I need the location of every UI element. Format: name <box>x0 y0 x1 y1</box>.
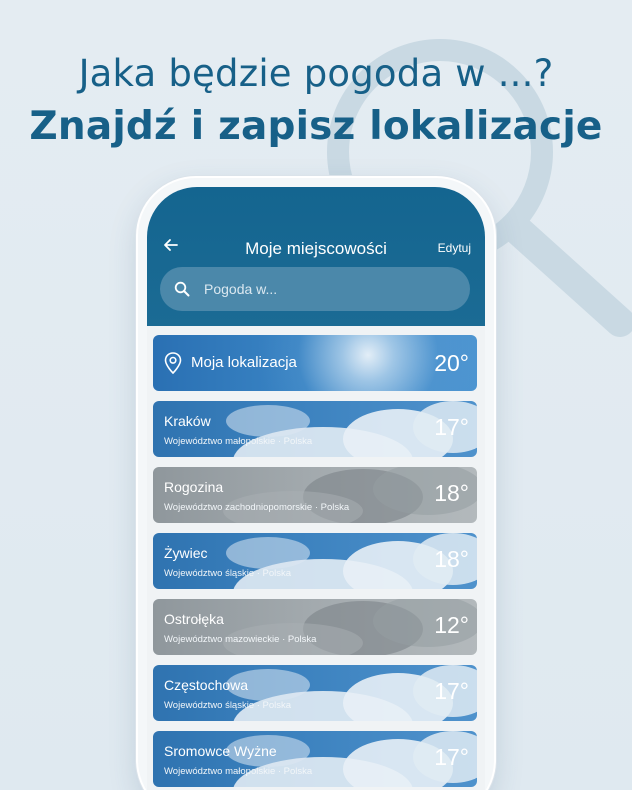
location-name: Częstochowa <box>164 677 249 693</box>
cloud-background-icon <box>153 401 477 457</box>
search-input[interactable] <box>204 281 444 297</box>
location-temp: 18° <box>434 480 469 506</box>
location-name: Kraków <box>164 413 211 429</box>
location-card[interactable] <box>153 467 477 523</box>
location-name: Żywiec <box>164 545 208 561</box>
location-region: Województwo mazowieckie · Polska <box>164 634 317 645</box>
location-region: Województwo małopolskie · Polska <box>164 436 313 447</box>
headline-cta: Znajdź i zapisz lokalizacje <box>29 104 603 149</box>
cloud-background-icon <box>153 731 477 787</box>
location-name: Sromowce Wyżne <box>164 743 277 759</box>
location-region: Województwo śląskie · Polska <box>164 700 292 711</box>
location-card[interactable] <box>153 599 477 655</box>
location-name: Ostrołęka <box>164 611 224 627</box>
phone-frame <box>138 178 494 790</box>
location-temp: 17° <box>434 678 469 704</box>
location-region: Województwo małopolskie · Polska <box>164 766 313 777</box>
headline-question: Jaka będzie pogoda w ...? <box>78 52 554 95</box>
search-bar[interactable] <box>160 267 470 311</box>
my-location-temp: 20° <box>434 350 469 376</box>
my-location-label: Moja lokalizacja <box>191 354 297 371</box>
app-bar <box>147 187 485 326</box>
search-icon <box>160 281 204 297</box>
location-card[interactable] <box>153 731 477 787</box>
cloud-background-icon <box>153 467 477 523</box>
edit-button[interactable]: Edytuj <box>437 241 471 255</box>
cloud-background-icon <box>153 599 477 655</box>
location-card[interactable] <box>153 401 477 457</box>
location-temp: 12° <box>434 612 469 638</box>
location-temp: 17° <box>434 414 469 440</box>
location-name: Rogozina <box>164 479 224 495</box>
map-pin-icon <box>163 351 183 375</box>
locations-list <box>153 335 477 790</box>
phone-screen <box>147 187 485 790</box>
location-region: Województwo śląskie · Polska <box>164 568 292 579</box>
location-temp: 17° <box>434 744 469 770</box>
cloud-background-icon <box>153 533 477 589</box>
location-card[interactable] <box>153 533 477 589</box>
location-region: Województwo zachodniopomorskie · Polska <box>164 502 350 513</box>
page-title: Moje miejscowości <box>245 239 387 258</box>
cloud-background-icon <box>153 665 477 721</box>
my-location-card[interactable] <box>153 335 477 391</box>
location-card[interactable] <box>153 665 477 721</box>
location-temp: 18° <box>434 546 469 572</box>
